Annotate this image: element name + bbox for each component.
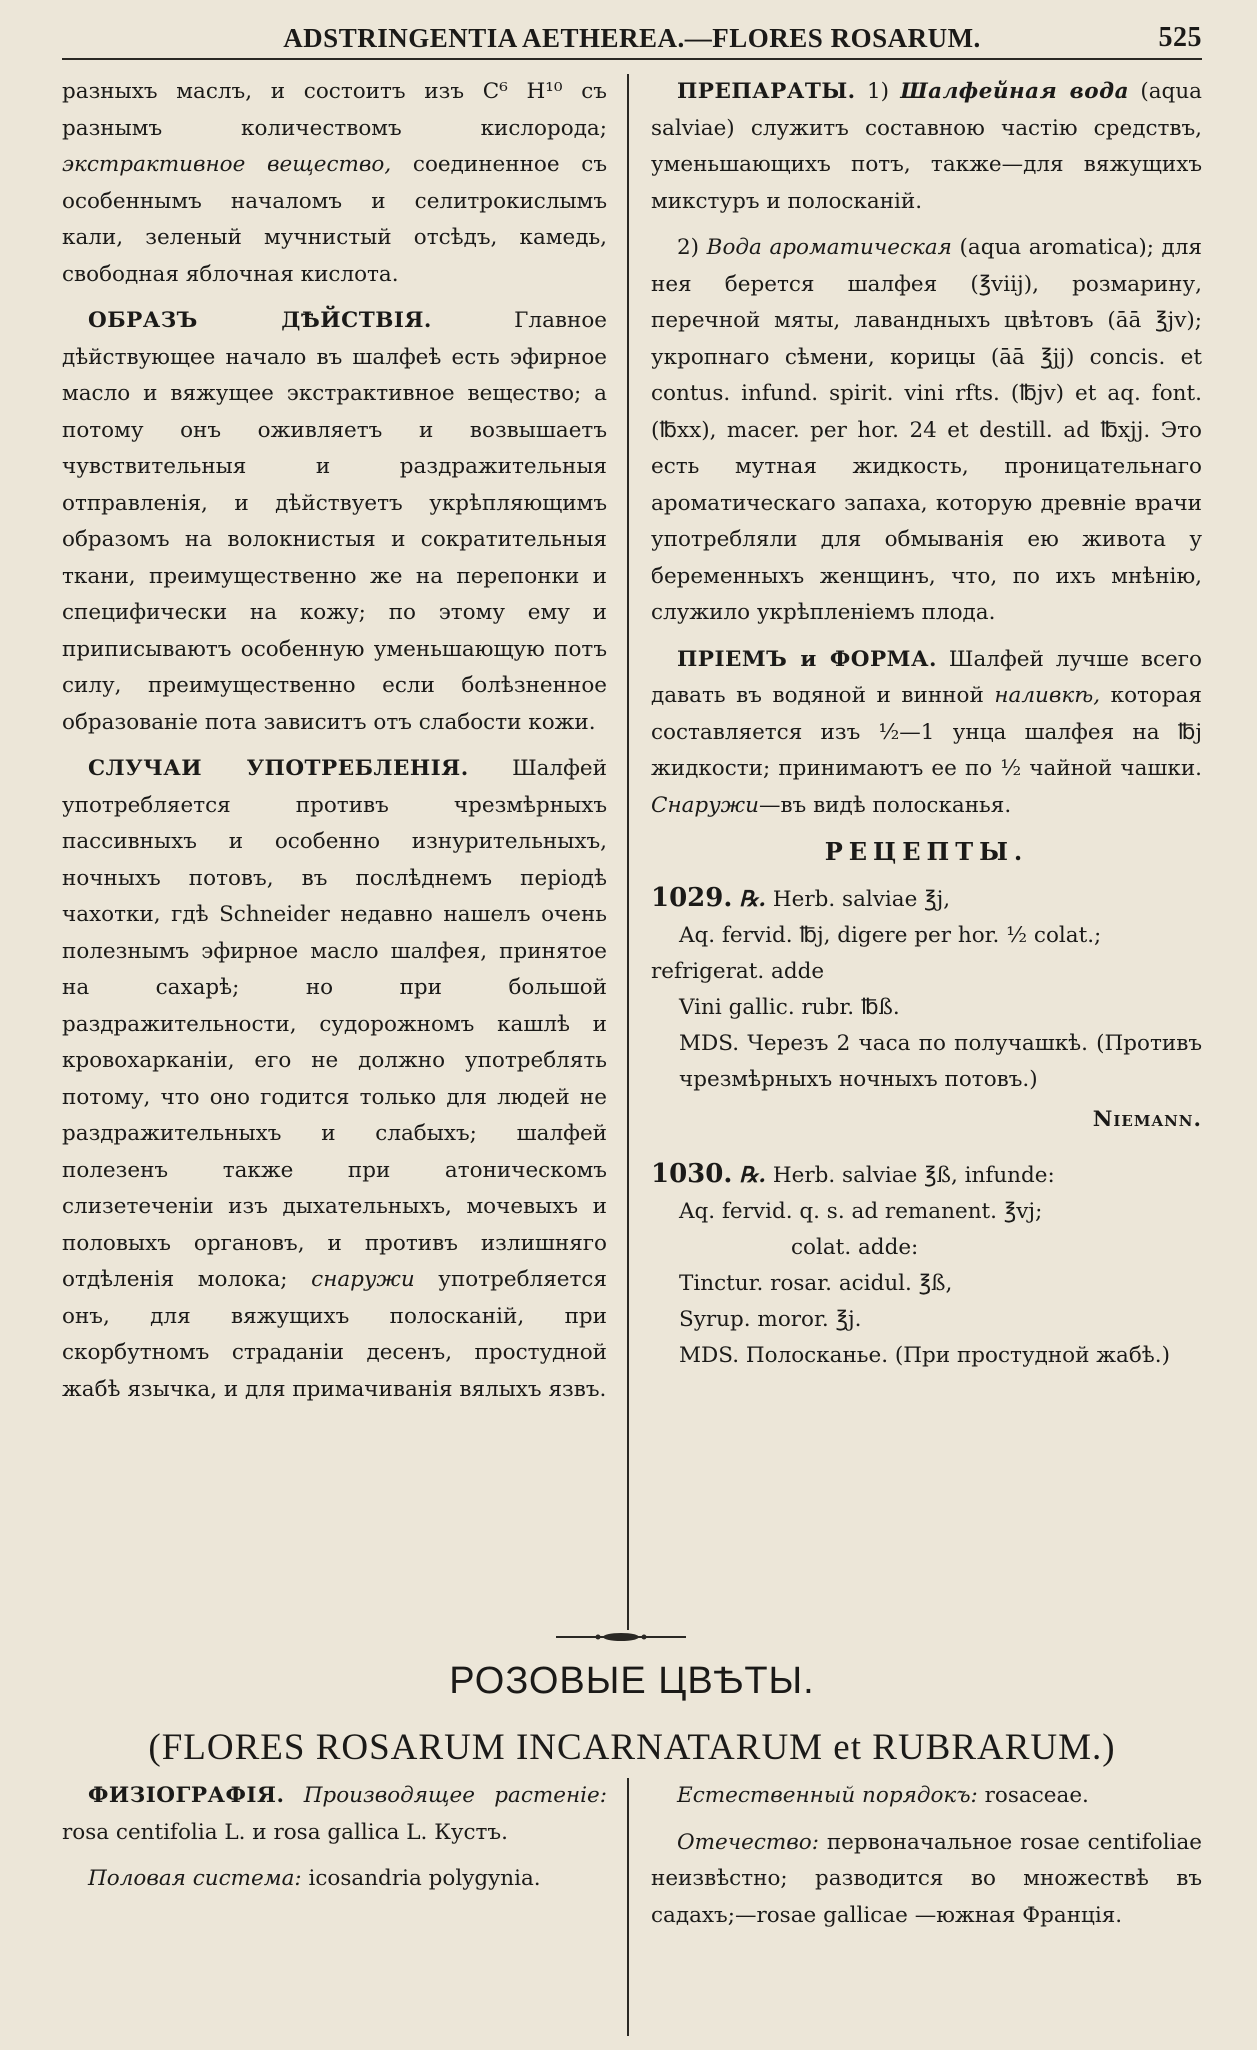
recipe-author: Niemann. <box>1092 1107 1202 1132</box>
recipe-line: Aq. fervid. q. s. ad remanent. ℥vj; <box>679 1199 1043 1224</box>
text-run: Главное дѣйствующее начало въ шалфеѣ есть эфирное масло и вяжущее экстрактивное вещество; а потому онъ оживляетъ и возвышаетъ чувствительныя и раздражительныя отправленiя, и дѣйствуетъ укрѣпляющимъ образомъ на волокнистыя и сократительныя ткани, преимущественно же на перепонки и специфически на кожу; по этому ему и приписываютъ особенную уменьшающую потъ силу, преимущественно если болѣзненное образованiе пота зависитъ отъ слабости кожи. <box>62 308 607 735</box>
text-run: (aqua aromatica); для нея берется шалфея (℥viij), розмарину, перечной мяты, лавандныхъ цвѣтовъ (āā ℥jv); укропнаго сѣмени, корицы (āā ℥jj) concis. et contus. infund. spirit. vini rfts. (℔jv) et aq. font. (℔xx), macer. per hor. 24 et destill. ad ℔xjj. Это есть мутная жидкость, проницательнаго ароматическаго запаха, которую древнiе врачи употребляли для обмыванiя ею живота у беременныхъ женщинъ, что, по ихъ мнѣнiю, служило укрѣпленiемъ плода. <box>651 235 1202 625</box>
two-column-section <box>62 1778 1202 2036</box>
paragraph-prep1 <box>651 74 1202 220</box>
rx-symbol: ℞. <box>739 887 767 912</box>
text-run: Herb. salviae ℥j, <box>772 887 951 912</box>
recipe-1030 <box>651 1156 1202 1374</box>
section-heading: ПРЕПАРАТЫ. <box>677 79 856 104</box>
left-column-lower <box>62 1778 627 2036</box>
text-run: разныхъ маслъ, и состоитъ изъ C⁶ H¹⁰ съ разнымъ количествомъ кислорода; <box>62 79 607 141</box>
recipe-number: 1030. <box>651 1159 733 1189</box>
italic-term: Вода ароматическая <box>706 235 952 260</box>
rx-symbol: ℞. <box>739 1163 767 1188</box>
italic-term: снаружи <box>311 1267 415 1292</box>
two-column-body <box>62 74 1202 1630</box>
section-subtitle: (FLORES ROSARUM INCARNATARUM et RUBRARUM.) <box>148 1727 1116 1768</box>
text-run: первоначальное rosae centifoliae неизвѣстно; разводится во множествѣ въ садахъ;—rosae gallicae —южная Францiя. <box>651 1829 1202 1928</box>
recipe-line: Syrup. moror. ℥j. <box>679 1307 862 1332</box>
paragraph-sex-system <box>62 1861 607 1898</box>
text-run: rosa centifolia L. и rosa gallica L. Кустъ. <box>62 1819 508 1845</box>
paragraph-action <box>62 303 607 741</box>
text-run: —въ видѣ полосканья. <box>758 792 1012 818</box>
italic-term: Естественный порядокъ: <box>677 1783 978 1808</box>
text-run: rosaceae. <box>984 1783 1089 1808</box>
text-run: (aqua salviae) служитъ составною частiю средствъ, уменьшающихъ потъ, также—для вяжущихъ микстуръ и полосканiй. <box>651 79 1202 214</box>
italic-term: наливкѣ, <box>994 683 1101 708</box>
recipe-line <box>651 1156 1202 1194</box>
italic-term: Шалфейная вода <box>900 79 1130 104</box>
italic-term: Отечество: <box>677 1829 819 1855</box>
paragraph-physiography <box>62 1778 607 1851</box>
text-run: Шалфей употребляется противъ чрезмѣрныхъ пассивныхъ и особенно изнурительныхъ, ночныхъ потовъ, въ послѣднемъ перiодѣ чахотки, гдѣ Schneider недавно нашелъ очень полезнымъ эфирное масло шалфея, принятое на сахарѣ; но при большой раздражительности, судорожномъ кашлѣ и кровохарканiи, его не должно употреблять потому, что оно годится только для людей не раздражительныхъ и слабыхъ; шалфей полезенъ также при атоническомъ слизетеченiи изъ дыхательныхъ, мочевыхъ и половыхъ органовъ, и противъ излишняго отдѣленiя молока; <box>62 756 607 1292</box>
ornamental-divider <box>556 1630 686 1644</box>
left-column <box>62 74 627 1630</box>
text-run: которая составляется изъ ½—1 унца шалфея на ℔j жидкости; принимаютъ ее по ½ чайной чашки. <box>651 683 1202 781</box>
running-title: ADSTRINGENTIA AETHEREA.—FLORES ROSARUM. <box>283 22 981 53</box>
italic-term: экстрактивное вещество, <box>62 152 392 177</box>
text-run: употребляется онъ, для вяжущихъ полосканiй, при скорбутномъ страданiи десенъ, простудной жабѣ язычка, и для примачиванiя вялыхъ язвъ. <box>62 1267 607 1402</box>
right-column-lower <box>627 1778 1202 2036</box>
italic-term: Производящее растенiе: <box>303 1783 607 1808</box>
paragraph-dose <box>651 642 1202 825</box>
list-number: 1) <box>866 79 890 104</box>
recipes-title: РЕЦЕПТЫ. <box>824 837 1029 866</box>
section-heading: ОБРАЗЪ ДѢЙСТВIЯ. <box>88 308 432 333</box>
recipe-line: colat. adde: <box>791 1235 919 1260</box>
paragraph-use <box>62 751 607 1408</box>
recipe-number: 1029. <box>651 883 733 913</box>
recipe-1029 <box>651 880 1202 1138</box>
list-number: 2) <box>677 235 700 260</box>
recipe-line: refrigerat. adde <box>651 959 825 984</box>
paragraph-prep2 <box>651 230 1202 632</box>
section-title: РОЗОВЫЕ ЦВѢТЫ. <box>449 1660 815 1702</box>
text-run: icosandria polygynia. <box>308 1866 541 1891</box>
section-heading: ПРIЕМЪ и ФОРМА. <box>677 646 937 672</box>
text-run: Herb. salviae ℥ß, infunde: <box>772 1163 1055 1188</box>
running-head <box>62 18 1202 60</box>
text-run: Шалфей лучше всего давать въ водяной и винной <box>651 646 1202 708</box>
paragraph-order <box>651 1778 1202 1815</box>
text-run: соединенное съ особеннымъ началомъ и селитрокислымъ кали, зеленый мучнистый отсѣдъ, камедь, свободная яблочная кислота. <box>62 152 607 287</box>
paragraph-continuation <box>62 74 607 293</box>
italic-term: Снаружи <box>651 792 759 818</box>
italic-term: Половая система: <box>88 1866 302 1891</box>
section-heading: СЛУЧАИ УПОТРЕБЛЕНIЯ. <box>88 756 469 781</box>
section-heading: ФИЗIОГРАФIЯ. <box>88 1783 285 1808</box>
right-column <box>627 74 1202 1630</box>
recipe-line: Tinctur. rosar. acidul. ℥ß, <box>679 1271 953 1296</box>
recipe-line: MDS. Полосканье. (При простудной жабѣ.) <box>679 1343 1170 1368</box>
recipe-line <box>651 880 1202 918</box>
recipe-line: Aq. fervid. ℔j, digere per hor. ½ colat.; <box>679 923 1102 948</box>
paragraph-homeland <box>651 1825 1202 1935</box>
page-number: 525 <box>1158 22 1202 53</box>
recipe-line: Vini gallic. rubr. ℔ß. <box>679 995 900 1020</box>
recipe-line: MDS. Черезъ 2 часа по получашкѣ. (Противъ чрезмѣрныхъ ночныхъ потовъ.) <box>679 1031 1202 1092</box>
